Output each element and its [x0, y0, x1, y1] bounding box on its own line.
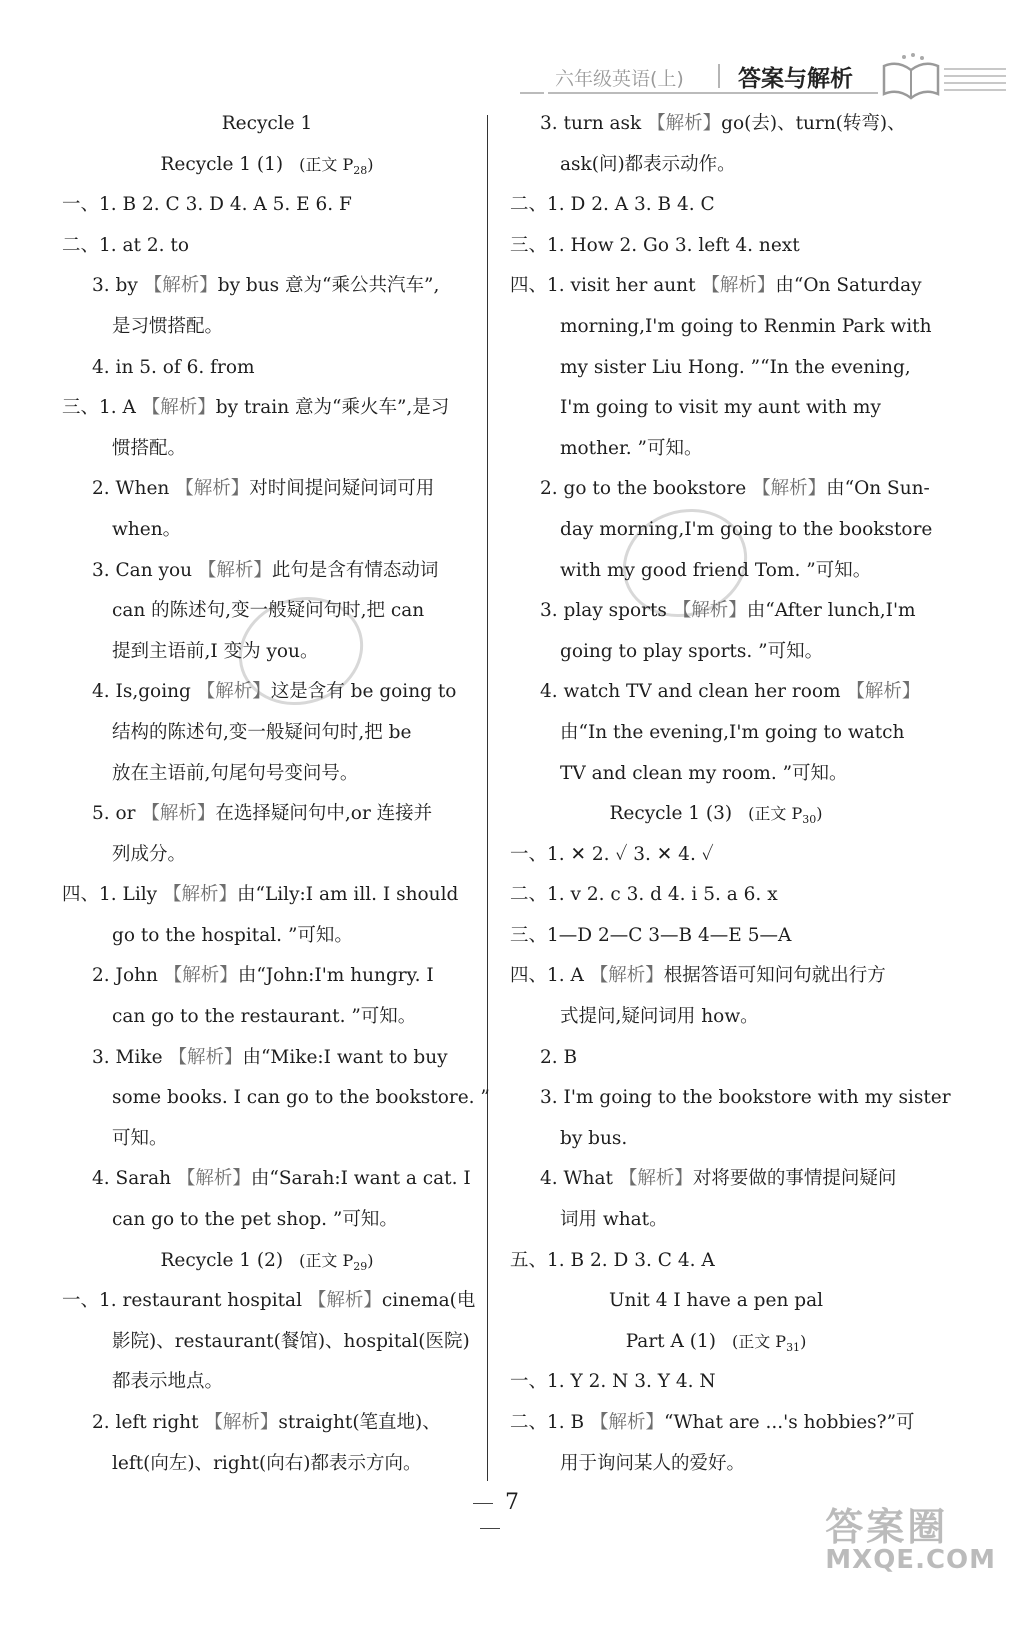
page-reference-label: (正文 P [731, 1331, 787, 1351]
right-column [510, 104, 951, 1484]
answer-line: when。 [112, 518, 182, 540]
section-heading [62, 1241, 472, 1282]
section-title: Part A (1) [625, 1330, 716, 1352]
site-watermark [825, 1496, 996, 1575]
answer-line: by bus. [560, 1127, 628, 1149]
answer-text: 3. play sports [540, 600, 673, 622]
answer-line: 二、1. at 2. to [62, 234, 189, 256]
answer-text: 四、1. visit her aunt [510, 275, 702, 297]
analysis-text: 由“Sarah:I want a cat. I [250, 1168, 471, 1190]
answer-text: 4. Is,going [92, 681, 197, 703]
answer-line [510, 956, 922, 997]
analysis-tag: 【解析】 [846, 681, 921, 703]
answer-text: 二、1. B [510, 1412, 591, 1433]
answer-line [62, 469, 472, 510]
answer-text: 四、1. Lily [62, 884, 163, 906]
answer-line: 都表示地点。 [112, 1371, 224, 1393]
answer-line: 由“In the evening,I'm going to watch [560, 721, 905, 743]
answer-line [510, 1159, 922, 1200]
column-divider [487, 115, 488, 1481]
analysis-text: straight(笔直地)、 [278, 1412, 441, 1433]
answer-line: some books. I can go to the bookstore. ” [112, 1087, 490, 1109]
answer-line: ask(问)都表示动作。 [560, 153, 736, 175]
header-title: 答案与解析 [738, 66, 853, 92]
analysis-tag: 【解析】 [175, 478, 250, 500]
chapter-title: Recycle 1 [221, 113, 313, 134]
answer-text: 2. go to the bookstore [540, 478, 753, 500]
analysis-text: cinema(电 [381, 1290, 476, 1312]
analysis-text: 对将要做的事情提问疑问 [692, 1168, 897, 1190]
answer-line [62, 794, 472, 835]
analysis-text: 此句是含有情态动词 [271, 559, 439, 581]
answer-line: 式提问,疑问词用 how。 [560, 1006, 759, 1028]
answer-line: 3. I'm going to the bookstore with my sister [540, 1087, 951, 1109]
section-title: Recycle 1 (3) [609, 803, 733, 825]
answer-line: 列成分。 [112, 843, 187, 865]
analysis-text: go(去)、turn(转弯)、 [721, 113, 906, 134]
page-reference-label: (正文 P [299, 1250, 354, 1270]
answer-line: 一、1. B 2. C 3. D 4. A 5. E 6. F [62, 194, 352, 216]
analysis-tag: 【解析】 [163, 965, 238, 987]
answer-text: 4. watch TV and clean her room [540, 681, 847, 703]
answer-line [62, 1038, 472, 1079]
page-reference-label: (正文 P [299, 154, 354, 174]
answer-line: 结构的陈述句,变一般疑问句时,把 be [112, 721, 412, 743]
answer-line [510, 469, 930, 510]
page-reference-label: (正文 P [748, 804, 803, 824]
answer-line: TV and clean my room. ”可知。 [560, 762, 848, 784]
answer-line [62, 672, 472, 713]
answer-line: with my good friend Tom. ”可知。 [560, 559, 872, 581]
analysis-text: by bus 意为“乘公共汽车”, [217, 275, 440, 297]
answer-line [62, 1159, 472, 1200]
answer-line [510, 672, 922, 713]
analysis-text: 由“On Saturday [775, 275, 922, 297]
answer-text: 四、1. A [510, 965, 590, 987]
left-column [62, 104, 490, 1484]
answer-line: 提到主语前,I 变为 you。 [112, 640, 319, 662]
watermark-url: MXQE.COM [825, 1545, 996, 1575]
answer-line: 2. B [540, 1046, 578, 1068]
analysis-tag: 【解析】 [672, 600, 747, 622]
analysis-tag: 【解析】 [197, 559, 272, 581]
section-heading [62, 145, 472, 186]
answer-line [62, 551, 472, 592]
watermark-logo: 答案圈 [825, 1505, 949, 1549]
answer-line [510, 266, 922, 307]
analysis-tag: 【解析】 [168, 1046, 243, 1068]
answer-line: 三、1—D 2—C 3—B 4—E 5—A [510, 924, 792, 946]
answer-line: I'm going to visit my aunt with my [560, 397, 881, 419]
answer-line: morning,I'm going to Renmin Park with [560, 315, 932, 337]
answer-line [510, 1403, 922, 1444]
analysis-tag: 【解析】 [196, 681, 271, 703]
page-reference [731, 1331, 807, 1354]
answer-line: 放在主语前,句尾句号变问号。 [112, 762, 359, 784]
section-heading [510, 1322, 922, 1363]
page-reference-number: 31 [786, 1341, 801, 1354]
answer-line: 一、1. Y 2. N 3. Y 4. N [510, 1371, 716, 1393]
answer-line: 词用 what。 [560, 1209, 668, 1231]
answer-text: 2. John [92, 965, 164, 987]
analysis-tag: 【解析】 [752, 478, 827, 500]
answer-line [62, 956, 472, 997]
section-title: Recycle 1 (2) [160, 1249, 284, 1271]
answer-line: can go to the pet shop. ”可知。 [112, 1209, 398, 1231]
analysis-text: 由“John:I'm hungry. I [237, 965, 434, 987]
analysis-text: 这是含有 be going to [270, 681, 457, 703]
analysis-tag: 【解析】 [618, 1168, 693, 1190]
answer-line: 二、1. v 2. c 3. d 4. i 5. a 6. x [510, 884, 778, 906]
answer-line: can 的陈述句,变一般疑问句时,把 can [112, 600, 425, 622]
page-number: 7 [440, 1490, 540, 1540]
analysis-tag: 【解析】 [143, 275, 218, 297]
answer-line: 是习惯搭配。 [112, 315, 224, 337]
page-reference-number: 28 [353, 163, 368, 177]
page-reference [748, 804, 823, 827]
answer-line: day morning,I'm going to the bookstore [560, 518, 933, 540]
answer-line: 一、1. ✕ 2. ✓ 3. ✕ 4. ✓ [510, 843, 714, 865]
analysis-tag: 【解析】 [141, 803, 216, 825]
page-reference-close: ) [816, 804, 823, 824]
answer-line: go to the hospital. ”可知。 [112, 924, 353, 946]
analysis-tag: 【解析】 [590, 1412, 665, 1433]
answer-line: 三、1. How 2. Go 3. left 4. next [510, 234, 800, 256]
section-title: Recycle 1 (1) [160, 153, 284, 175]
answer-line: mother. ”可知。 [560, 437, 703, 459]
answer-line: 惯搭配。 [112, 437, 187, 459]
answer-text: 3. Mike [92, 1046, 169, 1068]
answer-text: 4. Sarah [92, 1168, 177, 1190]
answer-line [62, 266, 472, 307]
answer-text: 3. turn ask [540, 113, 648, 134]
analysis-text: “What are ...'s hobbies?”可 [664, 1412, 915, 1433]
page-reference [299, 1250, 374, 1273]
answer-line: 可知。 [112, 1127, 168, 1149]
analysis-text: 由“Lily:I am ill. I should [237, 884, 459, 906]
analysis-tag: 【解析】 [307, 1290, 382, 1312]
answer-text: 5. or [92, 803, 142, 825]
page-reference-number: 29 [353, 1259, 368, 1273]
answer-line: left(向左)、right(向右)都表示方向。 [112, 1452, 422, 1474]
header-rule [548, 92, 878, 94]
header-divider [718, 64, 720, 88]
header-subtitle: 六年级英语(上) [555, 68, 684, 90]
answer-line: 五、1. B 2. D 3. C 4. A [510, 1249, 715, 1271]
answer-line [62, 1281, 476, 1322]
page-reference-number: 30 [802, 813, 817, 827]
analysis-tag: 【解析】 [141, 397, 216, 419]
answer-line [62, 875, 472, 916]
analysis-tag: 【解析】 [589, 965, 664, 987]
page-reference-close: ) [367, 154, 374, 174]
analysis-text: 对时间提问疑问词可用 [249, 478, 435, 500]
analysis-text: 由“On Sun- [826, 478, 930, 500]
answer-line [510, 591, 922, 632]
answer-line: can go to the restaurant. ”可知。 [112, 1006, 417, 1028]
answer-line: 用于询问某人的爱好。 [560, 1452, 746, 1474]
analysis-tag: 【解析】 [162, 884, 237, 906]
answer-text: 4. What [540, 1168, 619, 1190]
header-decor-lines [944, 68, 1006, 96]
page-reference-close: ) [367, 1250, 374, 1270]
answer-line [62, 388, 472, 429]
answer-line: going to play sports. ”可知。 [560, 640, 824, 662]
analysis-tag: 【解析】 [647, 113, 722, 134]
page-reference-close: ) [800, 1331, 807, 1351]
answer-text: 3. Can you [92, 559, 198, 581]
answer-line [62, 1403, 472, 1444]
analysis-text: 由“Mike:I want to buy [242, 1046, 448, 1068]
analysis-tag: 【解析】 [701, 275, 776, 297]
answer-line [510, 104, 922, 145]
analysis-tag: 【解析】 [204, 1412, 279, 1433]
analysis-tag: 【解析】 [176, 1168, 251, 1190]
analysis-text: 由“After lunch,I'm [746, 600, 916, 622]
chapter-title: Unit 4 I have a pen pal [608, 1290, 824, 1312]
answer-line: 4. in 5. of 6. from [92, 356, 255, 378]
analysis-text: 根据答语可知问句就出行方 [663, 965, 886, 987]
answer-text: 2. left right [92, 1412, 205, 1433]
answer-line: my sister Liu Hong. ”“In the evening, [560, 356, 911, 378]
answer-line: 影院)、restaurant(餐馆)、hospital(医院) [112, 1330, 470, 1352]
analysis-text: 在选择疑问句中,or 连接并 [215, 803, 433, 825]
book-icon [880, 52, 942, 100]
answer-text: 2. When [92, 478, 176, 500]
answer-line: 二、1. D 2. A 3. B 4. C [510, 194, 715, 216]
answer-text: 3. by [92, 275, 144, 297]
page-reference [299, 154, 374, 177]
answer-text: 三、1. A [62, 397, 142, 419]
analysis-text: by train 意为“乘火车”,是习 [215, 397, 450, 419]
section-heading [510, 794, 922, 835]
header-rule-left [520, 92, 544, 94]
answer-text: 一、1. restaurant hospital [62, 1290, 308, 1312]
